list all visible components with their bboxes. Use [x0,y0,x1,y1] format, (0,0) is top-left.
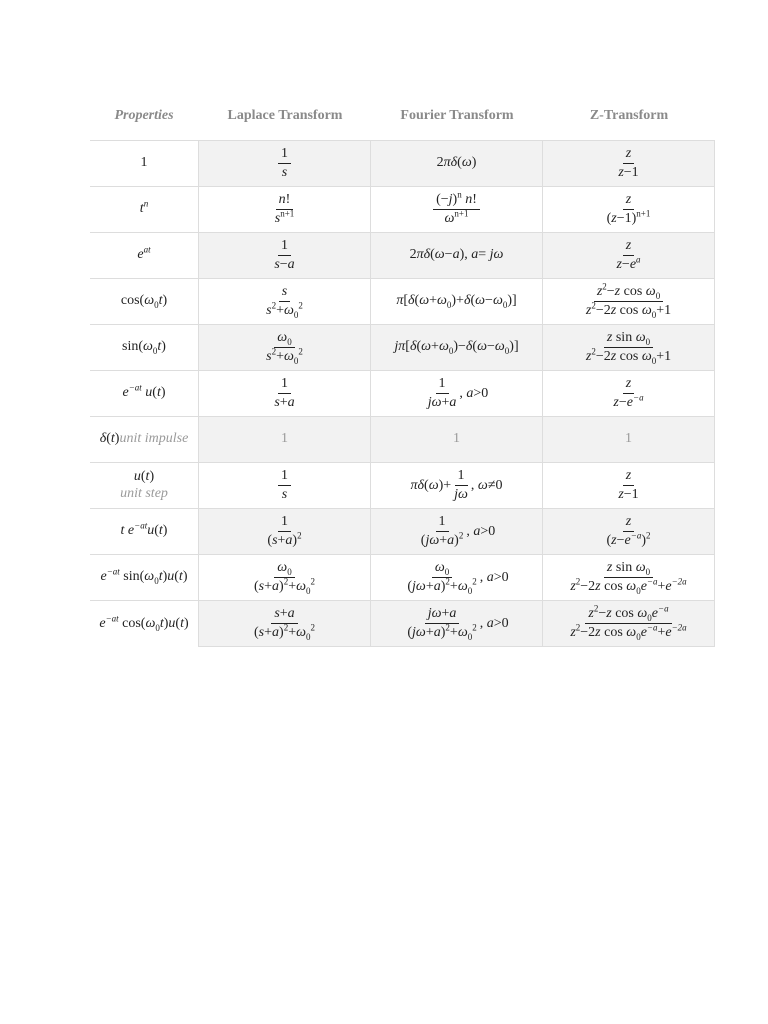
z-cell: $\frac{z}{z-1}$ [543,141,715,187]
property-cell: $e^{-at}$ u(t) [90,371,199,417]
property-note: unit step [120,485,168,501]
property-cell: $\sin(\omega_0t)$ [90,325,199,371]
z-cell: $\frac{z}{z-e^a}$ [543,233,715,279]
laplace-cell: $\frac{1}{s+a}$ [199,371,371,417]
property-cell: u(t) unit step [90,463,199,509]
laplace-cell: $\frac{\omega_0}{s^2+\omega_0^2}$ [199,325,371,371]
header-properties: Properties [114,108,174,123]
z-cell: $\frac{z \sin \omega_0}{z^2-2z \cos \omega_0e^{-a}+e^{-2a}}$ [543,555,715,601]
z-cell: $\frac{z}{z-e^{-a}}$ [543,371,715,417]
property-cell: $e^{-at}$ $\sin(\omega_0t)u(t)$ [90,555,199,601]
table-row [90,325,715,371]
laplace-cell: $\frac{1}{(s+a)^2}$ [199,509,371,555]
z-cell: $\frac{z}{z-1}$ [543,463,715,509]
property-cell: $e^{at}$ [90,233,199,279]
fourier-cell: $\pi[\delta(\omega+\omega_0)+\delta(\omega-\omega_0)]$ [371,279,543,325]
transform-table [90,140,715,647]
z-cell: $\frac{z \sin \omega_0}{z^2-2z \cos \omega_0+1}$ [543,325,715,371]
fourier-cell: $\frac{\omega_0}{(j\omega+a)^2+\omega_0^2}$ , a>0 [371,555,543,601]
fourier-cell: $\frac{j\omega+a}{(j\omega+a)^2+\omega_0^2}$ , a>0 [371,601,543,647]
header-laplace: Laplace Transform [227,108,343,123]
laplace-cell: 1 [199,417,371,463]
table-row [90,279,715,325]
z-cell: 1 [543,417,715,463]
table-row [90,187,715,233]
table-row [90,233,715,279]
table-row [90,601,715,647]
table-row [90,141,715,187]
fourier-cell: $\frac{(-j)^n n!}{\omega^{n+1}}$ [371,187,543,233]
property-cell: t $e^{-at}u(t)$ [90,509,199,555]
table-row [90,555,715,601]
laplace-cell: $\frac{n!}{s^{n+1}}$ [199,187,371,233]
fourier-cell: 1 [371,417,543,463]
laplace-cell: $\frac{1}{s}$ [199,141,371,187]
laplace-cell: $\frac{s+a}{(s+a)^2+\omega_0^2}$ [199,601,371,647]
z-cell: $\frac{z}{(z-e^{-a})^2}$ [543,509,715,555]
laplace-cell: $\frac{\omega_0}{(s+a)^2+\omega_0^2}$ [199,555,371,601]
table-row [90,463,715,509]
laplace-cell: $\frac{1}{s}$ [199,463,371,509]
fourier-cell: πδ(ω)+ $\frac{1}{j\omega}$ , ω≠0 [371,463,543,509]
property-note: unit impulse [119,431,189,447]
table-row [90,371,715,417]
fourier-cell: 2πδ(ω) [371,141,543,187]
z-cell: $\frac{z^2-z \cos \omega_0}{z^2-2z \cos \omega_0+1}$ [543,279,715,325]
property-cell: $t^n$ [90,187,199,233]
z-cell: $\frac{z^2-z \cos \omega_0e^{-a}}{z^2-2z \cos \omega_0e^{-a}+e^{-2a}}$ [543,601,715,647]
header-z-transform: Z-Transform [589,108,669,123]
header-fourier: Fourier Transform [400,108,514,123]
fourier-cell: 2πδ(ω−a), a= jω [371,233,543,279]
fourier-cell: $\frac{1}{(j\omega+a)^2}$ , a>0 [371,509,543,555]
property-cell: $\cos(\omega_0t)$ [90,279,199,325]
fourier-cell: $\frac{1}{j\omega+a}$ , a>0 [371,371,543,417]
laplace-cell: $\frac{s}{s^2+\omega_0^2}$ [199,279,371,325]
table-row [90,417,715,463]
laplace-cell: $\frac{1}{s-a}$ [199,233,371,279]
property-cell: $e^{-at}$ $\cos(\omega_0t)u(t)$ [90,601,199,647]
property-cell: δ(t)unit impulse [90,417,199,463]
table-row [90,509,715,555]
fourier-cell: $j\pi[\delta(\omega+\omega_0)-\delta(\omega-\omega_0)]$ [371,325,543,371]
property-cell: 1 [90,141,199,187]
z-cell: $\frac{z}{(z-1)^{n+1}}$ [543,187,715,233]
